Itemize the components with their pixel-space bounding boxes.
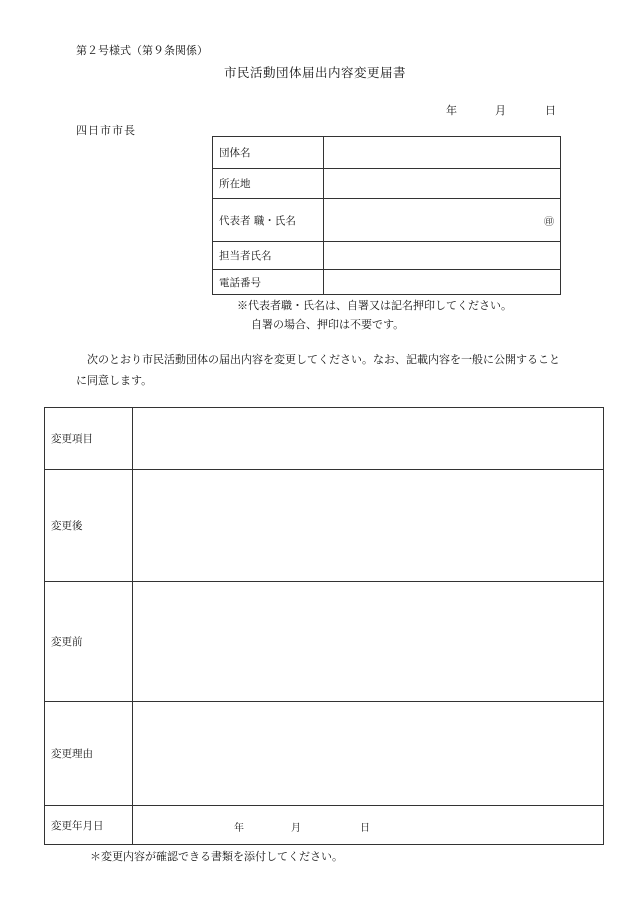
change-month: 月 bbox=[291, 823, 301, 834]
changes-table bbox=[44, 407, 604, 845]
before-change-field[interactable] bbox=[133, 582, 604, 702]
change-year: 年 bbox=[234, 823, 244, 834]
attachment-footnote: ＊変更内容が確認できる書類を添付してください。 bbox=[90, 850, 343, 863]
after-change-label: 変更後 bbox=[45, 470, 133, 582]
table-row bbox=[213, 169, 561, 199]
organization-name-field[interactable] bbox=[324, 137, 561, 169]
table-row bbox=[45, 702, 604, 806]
address-field[interactable] bbox=[324, 169, 561, 199]
table-row bbox=[45, 470, 604, 582]
form-number-label: 第２号様式（第９条関係） bbox=[76, 44, 208, 57]
request-statement: 次のとおり市民活動団体の届出内容を変更してください。なお、記載内容を一般に公開することに同意します。 bbox=[76, 353, 560, 387]
table-row bbox=[213, 199, 561, 242]
representative-field[interactable] bbox=[324, 199, 561, 242]
change-reason-label: 変更理由 bbox=[45, 702, 133, 806]
table-row bbox=[45, 408, 604, 470]
after-change-field[interactable] bbox=[133, 470, 604, 582]
seal-mark: ㊞ bbox=[544, 216, 554, 228]
change-date-field[interactable] bbox=[133, 806, 604, 845]
change-item-label: 変更項目 bbox=[45, 408, 133, 470]
table-row bbox=[45, 806, 604, 845]
representative-label: 代表者 職・氏名 bbox=[213, 199, 324, 242]
submission-year: 年 bbox=[446, 104, 457, 117]
change-item-field[interactable] bbox=[133, 408, 604, 470]
organization-name-label: 団体名 bbox=[213, 137, 324, 169]
table-row bbox=[213, 137, 561, 169]
contact-person-field[interactable] bbox=[324, 242, 561, 270]
phone-label: 電話番号 bbox=[213, 270, 324, 295]
before-change-label: 変更前 bbox=[45, 582, 133, 702]
document-title: 市民活動団体届出内容変更届書 bbox=[223, 65, 406, 80]
address-label: 所在地 bbox=[213, 169, 324, 199]
submission-day: 日 bbox=[545, 104, 556, 117]
change-date-label: 変更年月日 bbox=[45, 806, 133, 845]
table-row bbox=[213, 270, 561, 295]
table-row bbox=[213, 242, 561, 270]
signature-note-line1: ※代表者職・氏名は、自署又は記名押印してください。 bbox=[237, 299, 512, 312]
phone-field[interactable] bbox=[324, 270, 561, 295]
change-reason-field[interactable] bbox=[133, 702, 604, 806]
submission-month: 月 bbox=[495, 104, 506, 117]
signature-note-line2: 自署の場合、押印は不要です。 bbox=[251, 318, 405, 331]
change-day: 日 bbox=[360, 823, 370, 834]
addressee: 四日市市長 bbox=[76, 124, 136, 137]
applicant-info-table bbox=[212, 136, 561, 295]
table-row bbox=[45, 582, 604, 702]
contact-person-label: 担当者氏名 bbox=[213, 242, 324, 270]
